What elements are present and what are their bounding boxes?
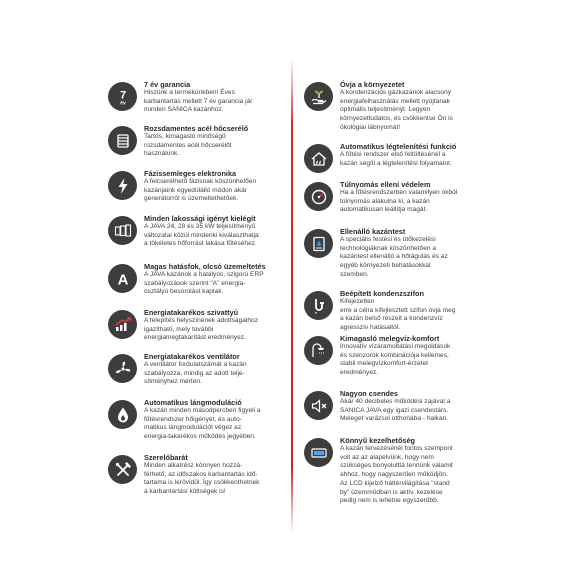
feature-service-friendly xyxy=(108,453,286,497)
boiler-casing-icon xyxy=(304,229,333,258)
tools-icon xyxy=(108,455,137,484)
feature-title: Beépített kondenzszifon xyxy=(340,289,424,298)
feature-description: Minden alkatrész könnyen hozzá- férhető, az időszakos karbantartás idő- tartama is lerövidül. Így csökkenthetnek a karbantartási költségek is! xyxy=(144,462,260,496)
feature-quiet xyxy=(304,389,478,424)
house-heating-icon xyxy=(304,144,333,173)
condensate-siphon-icon xyxy=(304,291,333,320)
feature-description: A ventilátor fordulatszámát a kazán szabályozza, mindig az adott telje- sítményhez mérten. xyxy=(144,361,247,386)
feature-steel-exchanger xyxy=(108,124,286,159)
feature-description: Akár 40 decibeles működési zajával a SANICA JAVA egy igazi csendestárs. Meleget varázsol otthonába - halkan. xyxy=(340,398,451,423)
seven-year-warranty-icon xyxy=(108,82,137,111)
steel-heat-exchanger-icon xyxy=(108,126,137,155)
overheat-gauge-icon xyxy=(304,182,333,211)
feature-description: A fűtési rendszer első feltöltésénél a kazán segíti a légtelenítési folyamatot. xyxy=(340,151,452,167)
feature-warranty xyxy=(108,80,286,115)
feature-title: Könnyű kezelhetőség xyxy=(340,436,416,445)
feature-title: Fázissemleges elektronika xyxy=(144,169,237,178)
feature-title: Ellenálló kazántest xyxy=(340,227,406,236)
boiler-models-icon xyxy=(108,216,137,245)
feature-overpressure xyxy=(304,180,478,215)
warranty-badge-number: 7 xyxy=(119,89,126,101)
center-divider xyxy=(291,58,293,534)
feature-description: A kazán tervezésénél fontos szempont volt az az alapelvünk, hogy nem szükséges bonyolulttá tennünk valamit ahhoz, hogy nagyszerűen működjön. Az LCD kijelző háttérvilágítása "stand by" üzemmódban is aktív, kezelése pedig nem is lehetne egyszerűbb. xyxy=(340,445,453,505)
energy-pump-icon xyxy=(108,310,137,339)
feature-all-needs xyxy=(108,214,286,249)
feature-title: Automatikus lángmoduláció xyxy=(144,398,242,407)
energy-class-a-icon xyxy=(108,264,137,293)
feature-durable-casing xyxy=(304,227,478,280)
lightning-bolt-icon xyxy=(108,171,137,200)
feature-description: A telepítés helyszínének adottságaihoz igazítható, mely további energiamegtakarítást eredményez. xyxy=(144,317,259,342)
feature-description: Ha a fűtésrendszerben valamilyen okból túlnyomás alakulna ki, a kazán automatikusan leállítja magát. xyxy=(340,189,458,214)
feature-auto-venting xyxy=(304,142,478,173)
feature-pump xyxy=(108,308,286,343)
feature-description: Hiszünk a termékünkben! Éves karbantartás mellett 7 év garancia jár minden SANICA kazánhoz. xyxy=(144,89,253,114)
warranty-badge-unit: év xyxy=(119,100,126,106)
feature-description: A felcserélhető fázisnak köszönhetően kazánjaink egyedülálló módon akár generátorról is üzemeltethetőek. xyxy=(144,178,257,203)
shower-icon xyxy=(304,336,333,365)
feature-description: Innovatív vízáramoltatási megoldások és szenzorok kombinációja kellemes, stabil melegvízkomfort-érzetet eredményez. xyxy=(340,343,451,377)
feature-flame-modulation xyxy=(108,398,286,442)
feature-efficiency xyxy=(108,262,286,297)
feature-title: Kimagasló melegvíz-komfort xyxy=(340,334,440,343)
feature-environment xyxy=(304,80,478,133)
fan-icon xyxy=(108,354,137,383)
feature-title: Nagyon csendes xyxy=(340,389,398,398)
feature-phase-neutral xyxy=(108,169,286,204)
feature-title: Minden lakossági igényt kielégít xyxy=(144,214,256,223)
environment-plant-icon xyxy=(304,82,333,111)
feature-description: A JAVA kazánok a hatályos, szigorú ERP szabályozások szerint "A" energia- osztályú besorolást kaptak. xyxy=(144,271,264,296)
feature-description: A speciális festési és ütőkezelési technológiáknak köszönhetően a kazántest ellenálló a hőtágulás és az egyéb környezeti behatásokkal szemben. xyxy=(340,236,448,278)
muted-speaker-icon xyxy=(304,391,333,420)
feature-title: Energiatakarékos ventilátor xyxy=(144,352,240,361)
flame-drop-icon xyxy=(108,400,137,429)
feature-description: A kazán minden másodpercben figyeli a fűtésrendszer hőigényét, és auto- matikus lángmodulációt végez az energia-takarékos működés jegyében. xyxy=(144,407,261,441)
feature-title: Energiatakarékos szivattyú xyxy=(144,308,239,317)
feature-title: Szerelőbarát xyxy=(144,453,188,462)
feature-title: Magas hatásfok, olcsó üzemeltetés xyxy=(144,262,266,271)
feature-title: Automatikus légtelenítési funkció xyxy=(340,142,457,151)
feature-title: Túlnyomás elleni védelem xyxy=(340,180,431,189)
feature-easy-use xyxy=(304,436,478,506)
lcd-display-icon xyxy=(304,438,333,467)
feature-title: 7 év garancia xyxy=(144,80,191,89)
feature-description: A kondenzációs gázkazánok alacsony energiafelhasználás mellett nyújtanak optimális teljesítményt. Legyen környezettudatos, és csökkentse Ön is ökológiai lábnyomát! xyxy=(340,89,453,131)
feature-title: Rozsdamentes acél hőcserélő xyxy=(144,124,249,133)
energy-class-letter: A xyxy=(117,271,128,288)
feature-description: A JAVA 24, 28 és 35 kW teljesítményű változatai közül mindenki kiválaszthatja a tökéletes hőforrást lakása fűtéséhez. xyxy=(144,223,259,248)
feature-description: Tartós, kimagasló minőségű rozsdamentes acél hőcserélőt használunk. xyxy=(144,133,232,158)
feature-hot-water-comfort xyxy=(304,334,478,378)
feature-fan xyxy=(108,352,286,387)
feature-siphon xyxy=(304,289,478,333)
feature-description: Kifejezetten erre a célra kifejlesztett szifon óvja meg a kazán belső részeit a kondenzvíz agresszív hatásaitól. xyxy=(340,298,456,332)
feature-title: Óvja a környezetet xyxy=(340,80,405,89)
